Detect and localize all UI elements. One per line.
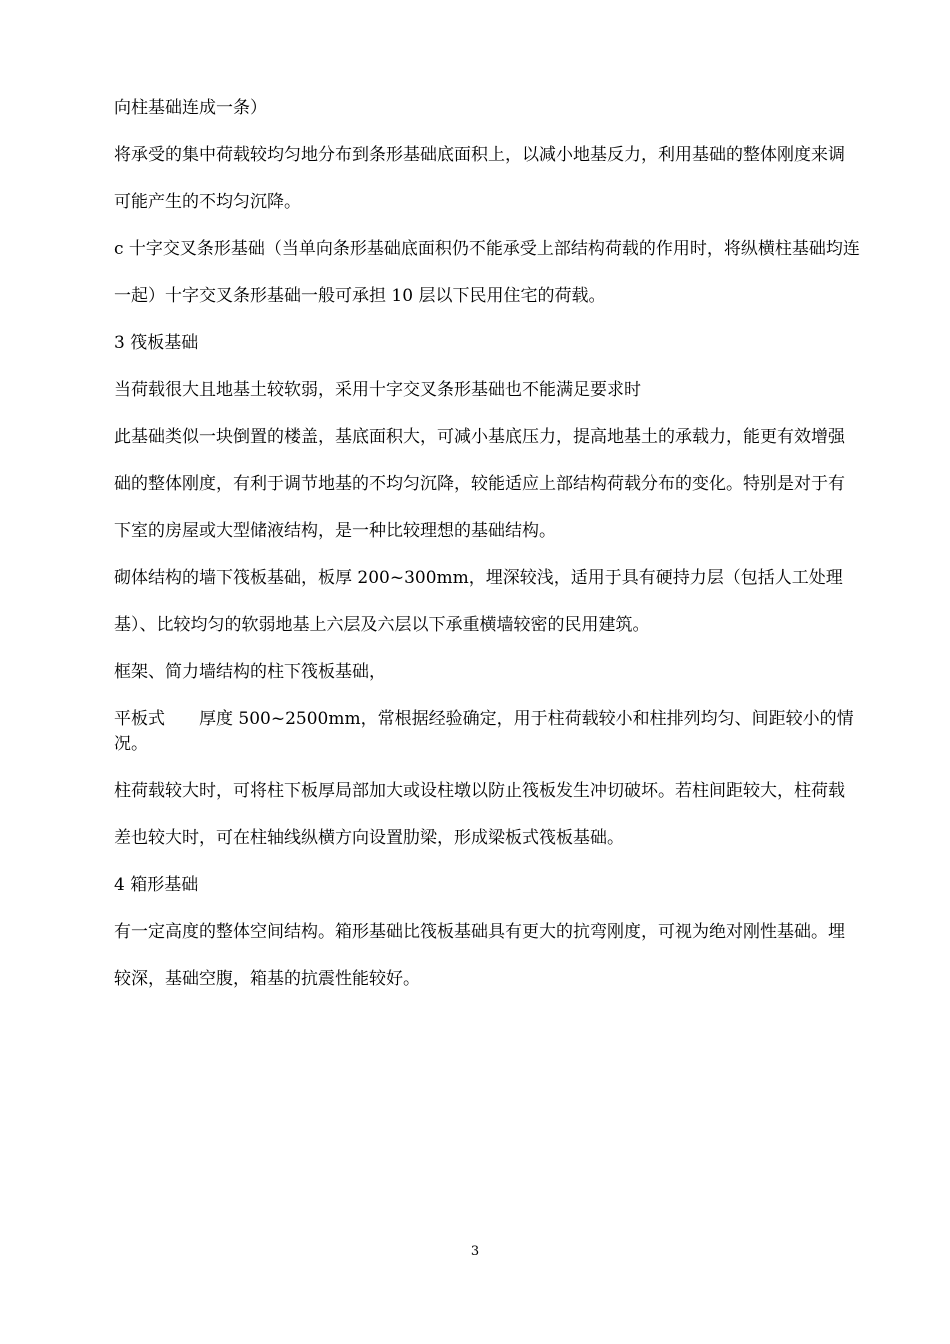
section-heading-box-foundation: 4 箱形基础 xyxy=(114,875,199,895)
paragraph-4: c 十字交叉条形基础（当单向条形基础底面积仍不能承受上部结构荷载的作用时，将纵横柱基础均连 xyxy=(114,239,860,259)
page-number: 3 xyxy=(470,1244,480,1259)
paragraph-16: 差也较大时，可在柱轴线纵横方向设置肋梁，形成梁板式筏板基础。 xyxy=(114,828,624,848)
paragraph-11: 砌体结构的墙下筏板基础，板厚 200~300mm，埋深较浅，适用于具有硬持力层（包括人工处理 xyxy=(114,568,843,588)
paragraph-2: 将承受的集中荷载较均匀地分布到条形基础底面积上，以减小地基反力，利用基础的整体刚度来调 xyxy=(114,145,845,165)
paragraph-7: 当荷载很大且地基土较软弱，采用十字交叉条形基础也不能满足要求时 xyxy=(114,380,641,400)
document-body xyxy=(114,96,862,1014)
section-heading-raft-foundation: 3 筏板基础 xyxy=(114,333,199,353)
paragraph-19: 较深，基础空腹，箱基的抗震性能较好。 xyxy=(114,969,420,989)
paragraph-9: 础的整体刚度，有利于调节地基的不均匀沉降，较能适应上部结构荷载分布的变化。特别是对于有 xyxy=(114,474,845,494)
paragraph-3: 可能产生的不均匀沉降。 xyxy=(114,192,301,212)
paragraph-15: 柱荷载较大时，可将柱下板厚局部加大或设柱墩以防止筏板发生冲切破坏。若柱间距较大，柱荷载 xyxy=(114,781,845,801)
paragraph-13: 框架、简力墙结构的柱下筏板基础， xyxy=(114,662,386,682)
paragraph-18: 有一定高度的整体空间结构。箱形基础比筏板基础具有更大的抗弯刚度，可视为绝对刚性基础。埋 xyxy=(114,922,845,942)
paragraph-14: 平板式 厚度 500~2500mm，常根据经验确定，用于柱荷载较小和柱排列均匀、间距较小的情况。 xyxy=(114,709,854,754)
paragraph-10: 下室的房屋或大型储液结构，是一种比较理想的基础结构。 xyxy=(114,521,556,541)
paragraph-1: 向柱基础连成一条） xyxy=(114,98,267,118)
paragraph-12: 基）、比较均匀的软弱地基上六层及六层以下承重横墙较密的民用建筑。 xyxy=(114,615,650,635)
paragraph-5: 一起）十字交叉条形基础一般可承担 10 层以下民用住宅的荷载。 xyxy=(114,286,606,306)
paragraph-8: 此基础类似一块倒置的楼盖，基底面积大，可减小基底压力，提高地基土的承载力，能更有效增强 xyxy=(114,427,845,447)
